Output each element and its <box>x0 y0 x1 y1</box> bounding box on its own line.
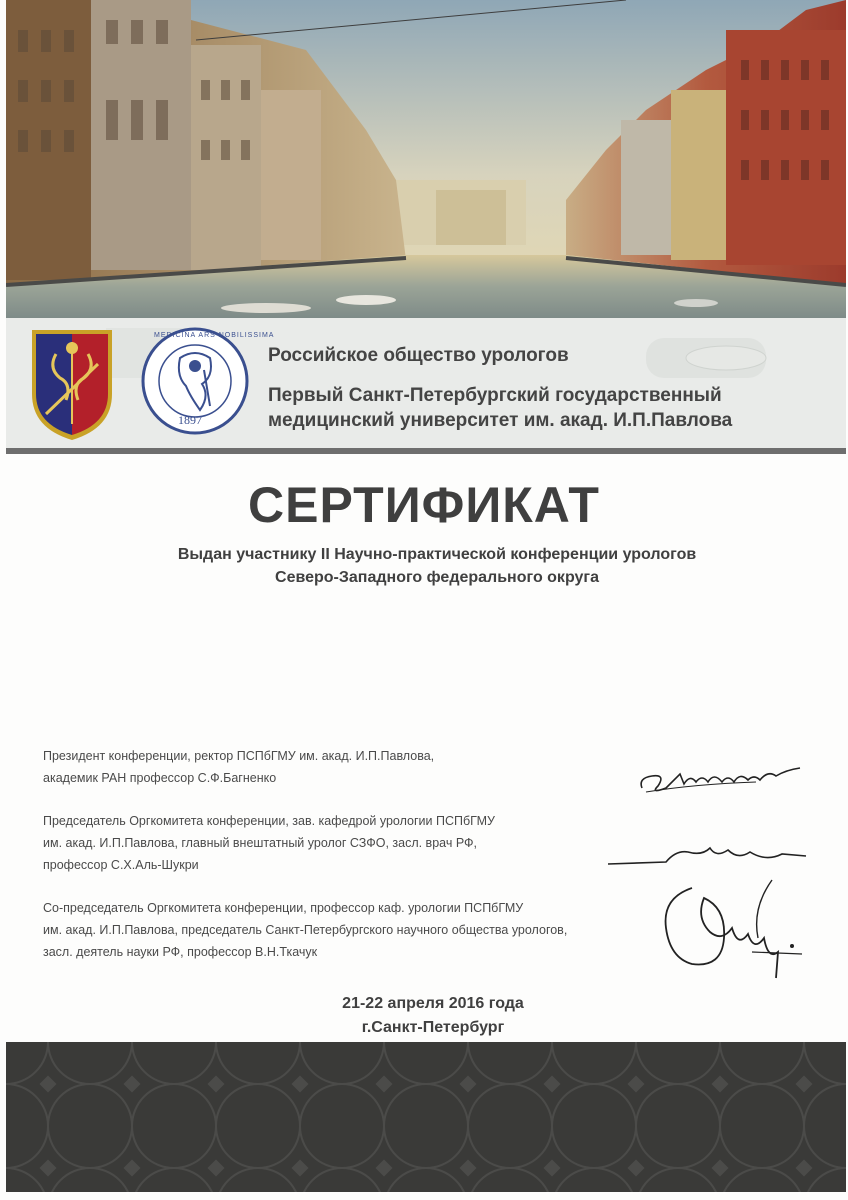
university-seal-icon <box>140 326 275 436</box>
subtitle-line1: Выдан участнику II Научно-практической конференции урологов <box>177 546 697 563</box>
signatory-line: профессор С.Х.Аль-Шукри <box>43 858 199 872</box>
signatory-line: им. акад. И.П.Павлова, главный внештатный уролог СЗФО, засл. врач РФ, <box>43 836 477 850</box>
org-name-society: Российское общество урологов <box>268 345 569 366</box>
org-name-university-line2: медицинский университет им. акад. И.П.Павлова <box>268 410 733 431</box>
signatory-chairman <box>43 810 495 876</box>
signatory-president <box>43 745 434 789</box>
event-date: 21-22 апреля 2016 года <box>342 995 524 1012</box>
signatory-line: засл. деятель науки РФ, профессор В.Н.Ткачук <box>43 945 318 959</box>
footer-ornament <box>6 1042 846 1192</box>
ornament-pattern <box>6 1042 846 1192</box>
signatory-line: Президент конференции, ректор ПСПбГМУ им. акад. И.П.Павлова, <box>43 749 435 763</box>
signature-tkachuk-icon <box>652 868 812 998</box>
signatory-co-chairman <box>43 897 567 963</box>
signature-bagnenko-icon <box>636 752 816 802</box>
signatory-line: Председатель Оргкомитета конференции, зав. кафедрой урологии ПСПбГМУ <box>43 814 495 828</box>
signatory-line: им. акад. И.П.Павлова, председатель Санкт-Петербургского научного общества урологов, <box>43 923 568 937</box>
header-photo <box>6 0 846 318</box>
org-name-university-line1: Первый Санкт-Петербургский государственный <box>268 385 722 406</box>
seal-text: MEDICINA ARS NOBILISSIMA <box>154 332 275 339</box>
seal-year: 1897 <box>178 413 202 427</box>
signatory-line: Со-председатель Оргкомитета конференции, профессор каф. урологии ПСПбГМУ <box>43 901 524 915</box>
certificate-subtitle <box>0 543 848 589</box>
event-date-place <box>0 992 848 1040</box>
subtitle-line2: Северо-Западного федерального округа <box>275 569 599 586</box>
certificate-title: СЕРТИФИКАТ <box>248 477 600 533</box>
event-city: г.Санкт-Петербург <box>361 1019 505 1036</box>
urology-society-emblem-icon <box>26 324 118 444</box>
header-divider <box>6 448 846 454</box>
org-name-university <box>268 383 732 433</box>
canal-photo-image <box>6 0 846 318</box>
signatory-line: академик РАН профессор С.Ф.Багненко <box>43 771 277 785</box>
